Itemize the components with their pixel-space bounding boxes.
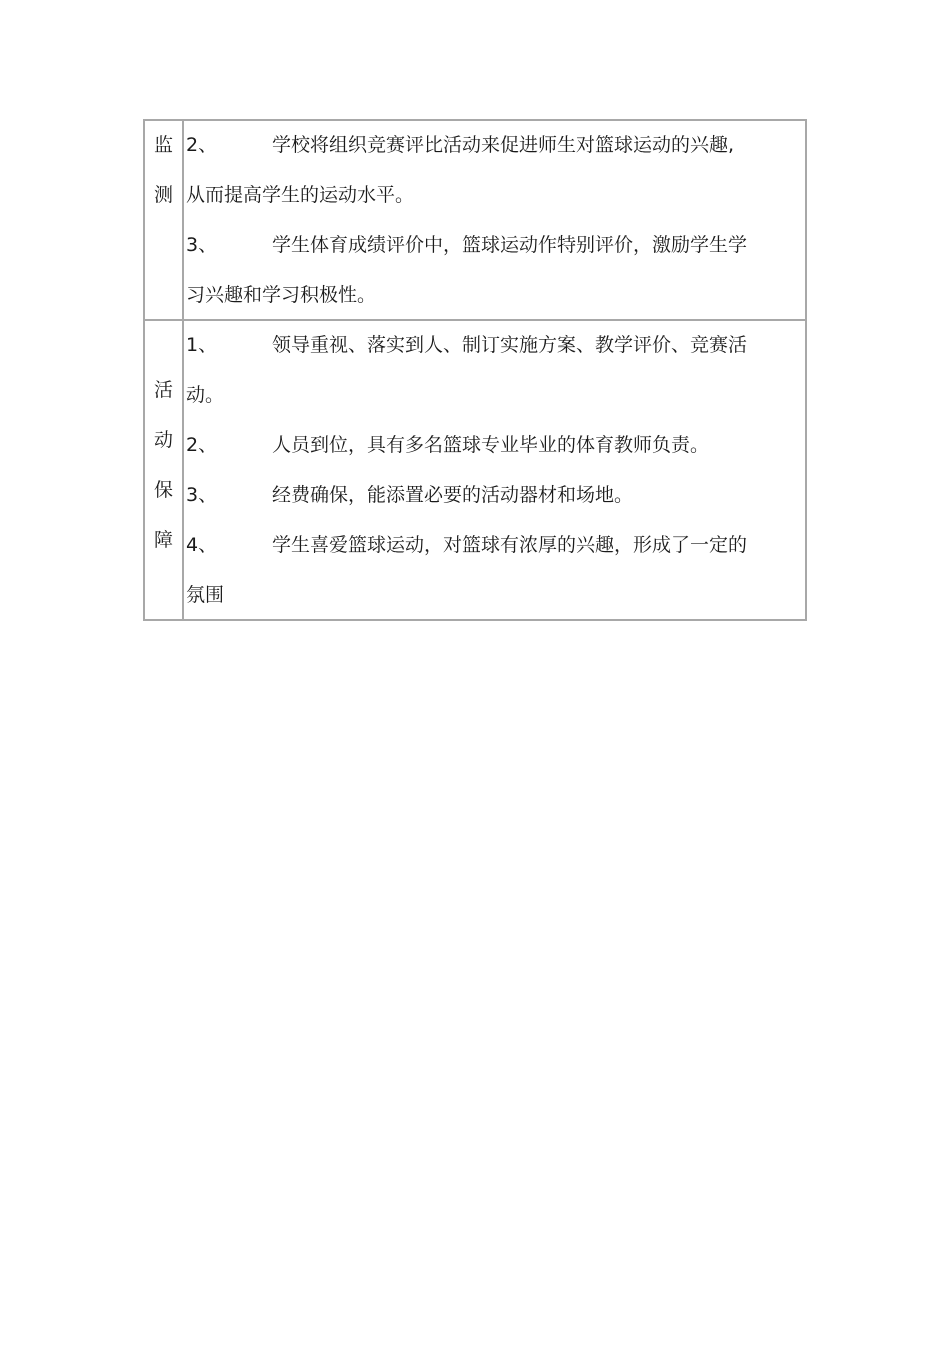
item-number: 1、 [186,334,218,356]
list-item [186,481,777,531]
item-number: 4、 [186,534,218,556]
item-text: 学生体育成绩评价中，篮球运动作特别评价，激励学生学 [272,234,748,256]
item-continuation: 动。 [186,384,225,406]
row-label-char: 保 [153,479,173,501]
item-number: 2、 [186,434,218,456]
row-content-guarantee [184,321,805,619]
item-number: 3、 [186,234,218,256]
item-text: 学校将组织竞赛评比活动来促进师生对篮球运动的兴趣, [272,134,735,156]
item-text: 经费确保，能添置必要的活动器材和场地。 [272,484,634,506]
item-continuation: 从而提高学生的运动水平。 [186,184,415,206]
row-label-char: 监 [153,134,173,156]
row-content-monitoring [184,121,805,319]
item-text: 领导重视、落实到人、制订实施方案、教学评价、竞赛活 [272,334,748,356]
item-text: 人员到位，具有多名篮球专业毕业的体育教师负责。 [272,434,710,456]
document-table [143,119,807,621]
list-item [186,531,777,581]
list-item [186,231,777,281]
row-label-char: 测 [153,184,173,206]
row-label-char: 动 [153,429,173,451]
row-label-char: 活 [153,379,173,401]
item-continuation: 习兴趣和学习积极性。 [186,284,377,306]
table-row-monitoring [145,121,805,319]
item-text: 学生喜爱篮球运动，对篮球有浓厚的兴趣，形成了一定的 [272,534,748,556]
item-continuation: 氛围 [186,584,225,606]
item-number: 2、 [186,134,218,156]
row-label-char: 障 [153,529,173,551]
list-item [186,331,777,381]
item-number: 3、 [186,484,218,506]
row-label-guarantee [145,321,184,619]
list-item [186,131,777,181]
list-item [186,431,777,481]
table-row-guarantee [145,319,805,619]
row-label-monitoring [145,121,184,319]
